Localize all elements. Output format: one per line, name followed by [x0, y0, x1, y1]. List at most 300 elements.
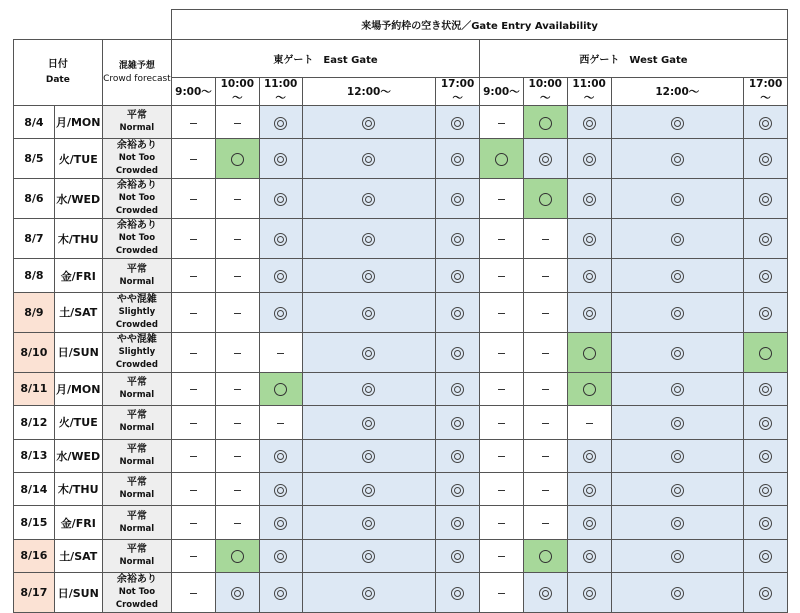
east-slot-cell-1 — [215, 139, 259, 179]
table-row — [14, 539, 788, 572]
table-row — [14, 292, 788, 332]
available-double-circle-icon — [274, 550, 287, 563]
forecast-jp: 余裕あり — [116, 140, 157, 152]
available-double-circle-icon — [583, 587, 596, 600]
west-slot-cell-0 — [480, 259, 524, 292]
crowd-label-jp: 混雑予想 — [118, 60, 155, 71]
date-cell: 8/4 — [14, 106, 55, 139]
unavailable-dash-icon — [542, 389, 549, 390]
date-cell: 8/8 — [14, 259, 55, 292]
west-slot-cell-3 — [611, 472, 744, 505]
east-slot-cell-3 — [302, 139, 436, 179]
east-slot-cell-1 — [215, 472, 259, 505]
available-double-circle-icon — [583, 484, 596, 497]
forecast-jp: 余裕あり — [116, 574, 157, 586]
available-double-circle-icon — [274, 450, 287, 463]
table-row — [14, 406, 788, 439]
available-double-circle-icon — [362, 484, 375, 497]
table-row — [14, 372, 788, 405]
west-slot-cell-4 — [744, 139, 788, 179]
available-double-circle-icon — [539, 587, 552, 600]
available-double-circle-icon — [759, 117, 772, 130]
forecast-jp: 平常 — [126, 110, 147, 122]
east-slot-cell-2 — [259, 139, 302, 179]
available-double-circle-icon — [759, 517, 772, 530]
west-slot-cell-0 — [480, 106, 524, 139]
weekday-cell: 木/THU — [54, 472, 102, 505]
east-slot-cell-4 — [436, 106, 480, 139]
available-double-circle-icon — [583, 307, 596, 320]
weekday-cell: 火/TUE — [54, 406, 102, 439]
weekday-cell: 火/TUE — [54, 139, 102, 179]
west-slot-cell-2 — [567, 372, 611, 405]
limited-circle-icon — [231, 550, 244, 563]
unavailable-dash-icon — [190, 556, 197, 557]
east-slot-cell-3 — [302, 179, 436, 219]
available-double-circle-icon — [451, 347, 464, 360]
west-slot-cell-1 — [523, 472, 567, 505]
date-cell: 8/14 — [14, 472, 55, 505]
date-cell: 8/13 — [14, 439, 55, 472]
unavailable-dash-icon — [542, 313, 549, 314]
table-row — [14, 332, 788, 372]
forecast-en: Not Too Crowded — [115, 587, 158, 611]
unavailable-dash-icon — [542, 456, 549, 457]
west-slot-cell-1 — [523, 332, 567, 372]
east-slot-cell-2 — [259, 332, 302, 372]
available-double-circle-icon — [671, 517, 684, 530]
unavailable-dash-icon — [190, 159, 197, 160]
east-slot-cell-4 — [436, 539, 480, 572]
crowd-forecast-cell — [102, 292, 171, 332]
unavailable-dash-icon — [542, 276, 549, 277]
unavailable-dash-icon — [190, 239, 197, 240]
forecast-en: Slightly Crowded — [115, 306, 158, 330]
available-double-circle-icon — [759, 307, 772, 320]
available-double-circle-icon — [671, 347, 684, 360]
available-double-circle-icon — [671, 153, 684, 166]
west-slot-cell-3 — [611, 139, 744, 179]
unavailable-dash-icon — [542, 490, 549, 491]
west-slot-cell-2 — [567, 139, 611, 179]
available-double-circle-icon — [759, 153, 772, 166]
west-slot-cell-1 — [523, 439, 567, 472]
unavailable-dash-icon — [498, 523, 505, 524]
table-row — [14, 259, 788, 292]
available-double-circle-icon — [451, 417, 464, 430]
unavailable-dash-icon — [190, 523, 197, 524]
limited-circle-icon — [539, 550, 552, 563]
east-slot-cell-4 — [436, 259, 480, 292]
unavailable-dash-icon — [498, 313, 505, 314]
unavailable-dash-icon — [234, 423, 241, 424]
west-slot-cell-1 — [523, 139, 567, 179]
east-time-slot-2: 11:00～ — [259, 78, 302, 106]
weekday-cell: 日/SUN — [54, 573, 102, 613]
weekday-cell: 月/MON — [54, 106, 102, 139]
available-double-circle-icon — [362, 233, 375, 246]
east-slot-cell-2 — [259, 539, 302, 572]
east-time-slot-4: 17:00～ — [436, 78, 480, 106]
available-double-circle-icon — [274, 233, 287, 246]
unavailable-dash-icon — [190, 456, 197, 457]
east-slot-cell-3 — [302, 292, 436, 332]
west-slot-cell-1 — [523, 539, 567, 572]
available-double-circle-icon — [451, 484, 464, 497]
available-double-circle-icon — [362, 153, 375, 166]
unavailable-dash-icon — [542, 523, 549, 524]
available-double-circle-icon — [274, 307, 287, 320]
west-slot-cell-2 — [567, 219, 611, 259]
available-double-circle-icon — [583, 270, 596, 283]
unavailable-dash-icon — [190, 389, 197, 390]
available-double-circle-icon — [583, 117, 596, 130]
west-slot-cell-2 — [567, 506, 611, 539]
east-slot-cell-0 — [172, 179, 216, 219]
crowd-forecast-cell — [102, 406, 171, 439]
available-double-circle-icon — [451, 153, 464, 166]
east-slot-cell-3 — [302, 332, 436, 372]
table-row — [14, 472, 788, 505]
west-slot-cell-4 — [744, 472, 788, 505]
forecast-en: Normal — [119, 490, 155, 501]
unavailable-dash-icon — [586, 423, 593, 424]
east-slot-cell-4 — [436, 406, 480, 439]
west-slot-cell-3 — [611, 439, 744, 472]
forecast-jp: 平常 — [126, 477, 147, 489]
available-double-circle-icon — [671, 450, 684, 463]
available-double-circle-icon — [451, 233, 464, 246]
west-slot-cell-4 — [744, 259, 788, 292]
forecast-jp: 平常 — [126, 443, 147, 455]
table-title: 来場予約枠の空き状況／Gate Entry Availability — [172, 10, 788, 40]
west-slot-cell-2 — [567, 106, 611, 139]
date-cell: 8/15 — [14, 506, 55, 539]
date-cell: 8/11 — [14, 372, 55, 405]
limited-circle-icon — [759, 347, 772, 360]
available-double-circle-icon — [759, 417, 772, 430]
limited-circle-icon — [583, 347, 596, 360]
limited-circle-icon — [539, 117, 552, 130]
east-time-slot-1: 10:00～ — [215, 78, 259, 106]
available-double-circle-icon — [362, 307, 375, 320]
forecast-en: Normal — [119, 389, 155, 400]
available-double-circle-icon — [362, 383, 375, 396]
forecast-en: Normal — [119, 523, 155, 534]
forecast-en: Not Too Crowded — [115, 233, 158, 257]
west-slot-cell-3 — [611, 406, 744, 439]
crowd-forecast-cell — [102, 372, 171, 405]
date-label-jp: 日付 — [47, 59, 68, 70]
unavailable-dash-icon — [190, 123, 197, 124]
east-gate-header: 東ゲート East Gate — [172, 40, 480, 78]
available-double-circle-icon — [274, 484, 287, 497]
east-slot-cell-4 — [436, 472, 480, 505]
west-slot-cell-0 — [480, 506, 524, 539]
available-double-circle-icon — [274, 117, 287, 130]
west-slot-cell-1 — [523, 406, 567, 439]
available-double-circle-icon — [671, 587, 684, 600]
unavailable-dash-icon — [190, 593, 197, 594]
date-cell: 8/17 — [14, 573, 55, 613]
unavailable-dash-icon — [542, 353, 549, 354]
west-slot-cell-2 — [567, 332, 611, 372]
date-cell: 8/16 — [14, 539, 55, 572]
unavailable-dash-icon — [234, 199, 241, 200]
east-slot-cell-1 — [215, 372, 259, 405]
available-double-circle-icon — [759, 193, 772, 206]
available-double-circle-icon — [451, 383, 464, 396]
east-slot-cell-1 — [215, 332, 259, 372]
limited-circle-icon — [274, 383, 287, 396]
crowd-label-en: Crowd forecast — [103, 73, 171, 84]
east-slot-cell-2 — [259, 406, 302, 439]
table-row — [14, 506, 788, 539]
west-slot-cell-3 — [611, 372, 744, 405]
unavailable-dash-icon — [234, 123, 241, 124]
east-slot-cell-2 — [259, 472, 302, 505]
crowd-forecast-cell — [102, 106, 171, 139]
available-double-circle-icon — [274, 587, 287, 600]
weekday-cell: 水/WED — [54, 439, 102, 472]
weekday-cell: 水/WED — [54, 179, 102, 219]
available-double-circle-icon — [451, 193, 464, 206]
west-slot-cell-3 — [611, 292, 744, 332]
available-double-circle-icon — [451, 550, 464, 563]
unavailable-dash-icon — [277, 353, 284, 354]
west-slot-cell-3 — [611, 259, 744, 292]
west-slot-cell-4 — [744, 179, 788, 219]
available-double-circle-icon — [583, 450, 596, 463]
east-slot-cell-2 — [259, 292, 302, 332]
west-slot-cell-0 — [480, 406, 524, 439]
unavailable-dash-icon — [234, 389, 241, 390]
forecast-en: Not Too Crowded — [115, 153, 158, 177]
east-slot-cell-1 — [215, 179, 259, 219]
west-slot-cell-1 — [523, 219, 567, 259]
unavailable-dash-icon — [234, 239, 241, 240]
east-slot-cell-1 — [215, 506, 259, 539]
east-slot-cell-3 — [302, 106, 436, 139]
crowd-forecast-cell — [102, 219, 171, 259]
unavailable-dash-icon — [498, 199, 505, 200]
unavailable-dash-icon — [234, 490, 241, 491]
available-double-circle-icon — [362, 587, 375, 600]
east-slot-cell-0 — [172, 439, 216, 472]
unavailable-dash-icon — [234, 456, 241, 457]
west-slot-cell-2 — [567, 439, 611, 472]
west-slot-cell-3 — [611, 179, 744, 219]
east-slot-cell-4 — [436, 219, 480, 259]
west-slot-cell-0 — [480, 219, 524, 259]
table-row — [14, 219, 788, 259]
west-slot-cell-0 — [480, 539, 524, 572]
limited-circle-icon — [231, 153, 244, 166]
east-slot-cell-1 — [215, 292, 259, 332]
available-double-circle-icon — [583, 517, 596, 530]
unavailable-dash-icon — [234, 276, 241, 277]
forecast-jp: 平常 — [126, 410, 147, 422]
forecast-en: Normal — [119, 276, 155, 287]
east-slot-cell-2 — [259, 106, 302, 139]
available-double-circle-icon — [759, 587, 772, 600]
available-double-circle-icon — [362, 193, 375, 206]
east-slot-cell-0 — [172, 219, 216, 259]
east-slot-cell-0 — [172, 106, 216, 139]
date-column-header — [14, 40, 103, 106]
unavailable-dash-icon — [498, 423, 505, 424]
west-slot-cell-3 — [611, 539, 744, 572]
table-row — [14, 439, 788, 472]
west-slot-cell-4 — [744, 106, 788, 139]
available-double-circle-icon — [671, 484, 684, 497]
available-double-circle-icon — [451, 517, 464, 530]
west-slot-cell-4 — [744, 292, 788, 332]
east-time-slot-3: 12:00～ — [302, 78, 436, 106]
east-slot-cell-4 — [436, 179, 480, 219]
available-double-circle-icon — [274, 270, 287, 283]
available-double-circle-icon — [759, 383, 772, 396]
unavailable-dash-icon — [234, 523, 241, 524]
available-double-circle-icon — [451, 270, 464, 283]
east-slot-cell-2 — [259, 259, 302, 292]
unavailable-dash-icon — [498, 239, 505, 240]
unavailable-dash-icon — [190, 490, 197, 491]
unavailable-dash-icon — [234, 353, 241, 354]
unavailable-dash-icon — [498, 593, 505, 594]
forecast-jp: 余裕あり — [116, 220, 157, 232]
east-slot-cell-4 — [436, 292, 480, 332]
available-double-circle-icon — [671, 117, 684, 130]
unavailable-dash-icon — [498, 490, 505, 491]
available-double-circle-icon — [759, 550, 772, 563]
availability-table — [13, 9, 788, 613]
west-slot-cell-2 — [567, 259, 611, 292]
date-cell: 8/6 — [14, 179, 55, 219]
east-slot-cell-1 — [215, 406, 259, 439]
west-slot-cell-4 — [744, 539, 788, 572]
unavailable-dash-icon — [542, 423, 549, 424]
east-slot-cell-1 — [215, 539, 259, 572]
available-double-circle-icon — [759, 484, 772, 497]
available-double-circle-icon — [759, 233, 772, 246]
available-double-circle-icon — [451, 117, 464, 130]
table-row — [14, 139, 788, 179]
available-double-circle-icon — [671, 417, 684, 430]
crowd-forecast-cell — [102, 472, 171, 505]
weekday-cell: 日/SUN — [54, 332, 102, 372]
west-time-slot-0: 9:00～ — [480, 78, 524, 106]
east-slot-cell-0 — [172, 372, 216, 405]
east-slot-cell-0 — [172, 139, 216, 179]
west-slot-cell-4 — [744, 506, 788, 539]
east-slot-cell-2 — [259, 506, 302, 539]
west-slot-cell-0 — [480, 139, 524, 179]
forecast-en: Normal — [119, 556, 155, 567]
available-double-circle-icon — [362, 117, 375, 130]
forecast-en: Normal — [119, 123, 155, 134]
unavailable-dash-icon — [277, 423, 284, 424]
east-slot-cell-4 — [436, 439, 480, 472]
unavailable-dash-icon — [498, 456, 505, 457]
unavailable-dash-icon — [498, 353, 505, 354]
west-time-slot-3: 12:00～ — [611, 78, 744, 106]
east-slot-cell-2 — [259, 372, 302, 405]
west-slot-cell-4 — [744, 372, 788, 405]
east-slot-cell-0 — [172, 259, 216, 292]
date-label-en: Date — [45, 75, 70, 85]
forecast-jp: やや混雑 — [116, 333, 157, 345]
available-double-circle-icon — [362, 417, 375, 430]
available-double-circle-icon — [671, 270, 684, 283]
east-slot-cell-0 — [172, 506, 216, 539]
table-row — [14, 179, 788, 219]
east-slot-cell-1 — [215, 259, 259, 292]
west-slot-cell-1 — [523, 106, 567, 139]
date-cell: 8/10 — [14, 332, 55, 372]
date-cell: 8/5 — [14, 139, 55, 179]
west-slot-cell-0 — [480, 439, 524, 472]
weekday-cell: 土/SAT — [54, 539, 102, 572]
forecast-en: Normal — [119, 456, 155, 467]
west-slot-cell-0 — [480, 372, 524, 405]
west-slot-cell-3 — [611, 106, 744, 139]
forecast-jp: 平常 — [126, 543, 147, 555]
east-slot-cell-3 — [302, 539, 436, 572]
weekday-cell: 月/MON — [54, 372, 102, 405]
east-slot-cell-2 — [259, 179, 302, 219]
available-double-circle-icon — [362, 270, 375, 283]
east-time-slot-0: 9:00～ — [172, 78, 216, 106]
east-slot-cell-0 — [172, 472, 216, 505]
east-slot-cell-3 — [302, 472, 436, 505]
unavailable-dash-icon — [234, 313, 241, 314]
west-slot-cell-1 — [523, 179, 567, 219]
unavailable-dash-icon — [190, 199, 197, 200]
crowd-forecast-cell — [102, 439, 171, 472]
east-slot-cell-4 — [436, 372, 480, 405]
east-slot-cell-2 — [259, 439, 302, 472]
available-double-circle-icon — [671, 307, 684, 320]
unavailable-dash-icon — [498, 389, 505, 390]
east-slot-cell-3 — [302, 506, 436, 539]
available-double-circle-icon — [362, 347, 375, 360]
available-double-circle-icon — [274, 193, 287, 206]
unavailable-dash-icon — [498, 556, 505, 557]
available-double-circle-icon — [671, 233, 684, 246]
availability-rows — [14, 106, 788, 613]
available-double-circle-icon — [362, 550, 375, 563]
crowd-forecast-cell — [102, 179, 171, 219]
available-double-circle-icon — [362, 450, 375, 463]
east-slot-cell-3 — [302, 372, 436, 405]
west-slot-cell-2 — [567, 406, 611, 439]
west-time-slot-1: 10:00～ — [523, 78, 567, 106]
available-double-circle-icon — [451, 307, 464, 320]
date-cell: 8/7 — [14, 219, 55, 259]
table-row — [14, 106, 788, 139]
west-slot-cell-0 — [480, 292, 524, 332]
limited-circle-icon — [583, 383, 596, 396]
west-time-slot-4: 17:00～ — [744, 78, 788, 106]
forecast-jp: やや混雑 — [116, 293, 157, 305]
weekday-cell: 金/FRI — [54, 506, 102, 539]
crowd-forecast-cell — [102, 259, 171, 292]
forecast-jp: 平常 — [126, 263, 147, 275]
east-slot-cell-3 — [302, 259, 436, 292]
west-slot-cell-4 — [744, 219, 788, 259]
west-slot-cell-0 — [480, 332, 524, 372]
